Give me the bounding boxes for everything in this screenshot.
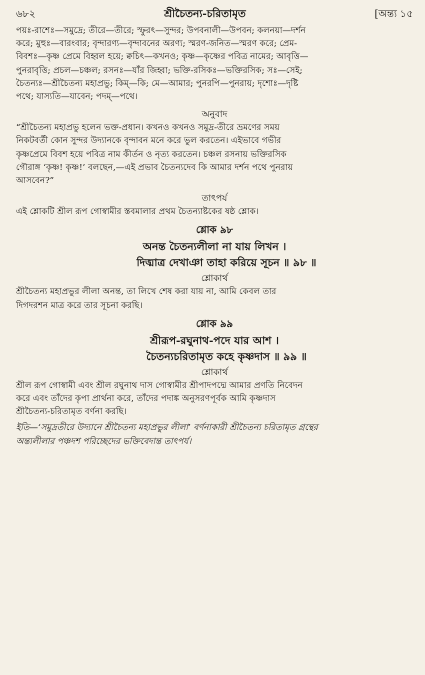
translation-line: আসবেন?” (16, 176, 55, 187)
word-meanings (16, 25, 413, 104)
translation-text (16, 122, 413, 188)
translation-line: গৌরাঙ্গ ‘কৃষ্ণ! কৃষ্ণ!’ বলছেন,—এই প্রভাব চৈতন্যদেব কি আমার দর্শন পথে পুনরায় (16, 162, 293, 173)
word-meaning-line: করে; মুহুঃ—বারংবার; বৃন্দারণ্য—বৃন্দাবনের অরণ্য; স্মরণ-জনিত—স্মরণ করে; প্রেম- (16, 39, 298, 50)
colophon-line: অন্ত্যলীলার পঞ্চদশ পরিচ্ছেদের ভক্তিবেদান্ত তাৎপর্য। (16, 436, 192, 447)
colophon-line: ইতি—‘সমুদ্রতীরে উদ্যানে শ্রীচৈতন্য মহাপ্রভুর লীলা’ বর্ণনাকারী শ্রীচৈতন্য চরিতামৃত গ্রন্থের (16, 423, 318, 434)
word-meaning-line: পুনরাবৃত্তি; প্রচল—চঞ্চল; রসনঃ—যাঁর জিহ্বা; ভক্তি-রসিকঃ—ভক্তিরসিক; সঃ—সেই; (16, 65, 303, 76)
verse-99-line-1: শ্রীরূপ-রঘুনাথ-পদে যার আশ । (150, 334, 279, 347)
verse-98-meaning-line: দিগদরশন মাত্র করে তার সূচনা করছি। (16, 300, 143, 311)
verse-98-line-2: দিঙ্মাত্র দেখাঞা তাহা করিয়ে সূচন ॥ ৯৮ ॥ (136, 257, 317, 270)
verse-99-meaning-line: করে এবং তাঁদের কৃপা প্রার্থনা করে, তাঁদের পদাঙ্ক অনুসরণপূর্বক আমি কৃষ্ণদাস (16, 394, 276, 405)
translation-line: নিকটবর্তী কোন সুন্দর উদ্যানকে বৃন্দাবন মনে করে ভুল করতেন। এইভাবে গভীর (16, 136, 282, 147)
page-number: ৬৮২ (16, 9, 36, 20)
word-meaning-line: পথে; যাস্যতি—যাবেন; পদম্—পথে। (16, 92, 138, 103)
verse-99-line-2: চৈতন্যচরিতামৃত কহে কৃষ্ণদাস ॥ ৯৯ ॥ (146, 350, 307, 363)
word-meaning-line: বিবশঃ—কৃষ্ণ প্রেমে বিহ্বল হয়ে; ক্বচিৎ—কখনও; কৃষ্ণ—কৃষ্ণের পবিত্র নামের; আবৃত্তি— (16, 52, 309, 63)
page-header (16, 8, 413, 21)
purport-text: এই শ্লোকটি শ্রীল রূপ গোস্বামীর স্তবমালার প্রথম চৈতন্যাষ্টকের ষষ্ঠ শ্লোক। (16, 207, 259, 218)
verse-99-meaning-line: শ্রীচৈতন্য-চরিতামৃত বর্ণনা করছি। (16, 407, 127, 418)
chapter-marker: [অন্ত্য ১৫ (374, 9, 413, 20)
translation-line: “শ্রীচৈতন্য মহাপ্রভু হলেন ভক্ত-প্রধান। কখনও কখনও সমুদ্র-তীরে ভ্রমণের সময় (16, 123, 280, 134)
verse-98-heading: শ্লোক ৯৮ (196, 225, 233, 237)
translation-line: কৃষ্ণপ্রেমে বিবশ হয়ে পবিত্র নাম কীর্তন ও নৃত্য করতেন। চঞ্চল রসনায় ভক্তিরসিক (16, 149, 287, 160)
translation-heading: অনুবাদ (201, 110, 228, 121)
verse-99-heading: শ্লোক ৯৯ (196, 318, 233, 330)
verse-98-meaning-line: শ্রীচৈতন্য মহাপ্রভুর লীলা অনন্ত, তা লিখে শেষ করা যায় না, আমি কেবল তার (16, 287, 277, 298)
verse-99-meaning-line: শ্রীল রূপ গোস্বামী এবং শ্রীল রঘুনাথ দাস গোস্বামীর শ্রীপাদপদ্মে আমার প্রণতি নিবেদন (16, 380, 303, 391)
verse-99-meaning-heading: শ্লোকার্থ (201, 367, 228, 378)
verse-98-meaning-heading: শ্লোকার্থ (201, 274, 228, 285)
verse-98-line-1: অনন্ত চৈতন্যলীলা না যায় লিখন । (142, 241, 287, 254)
running-title: শ্রীচৈতন্য-চরিতামৃত (164, 8, 246, 20)
purport-heading: তাৎপর্য (201, 194, 228, 205)
word-meaning-line: চৈতন্যঃ—শ্রীচৈতন্য মহাপ্রভু; কিম্—কি; মে—আমার; পুনরপি—পুনরায়; দৃশোঃ—দৃষ্টি (16, 78, 299, 89)
word-meaning-line: পয়ঃ-রাশেঃ—সমুদ্রে; তীরে—তীরে; স্ফুরৎ—সুন্দর; উপবনালী—উপবন; কলনয়া—দর্শন (16, 26, 306, 36)
